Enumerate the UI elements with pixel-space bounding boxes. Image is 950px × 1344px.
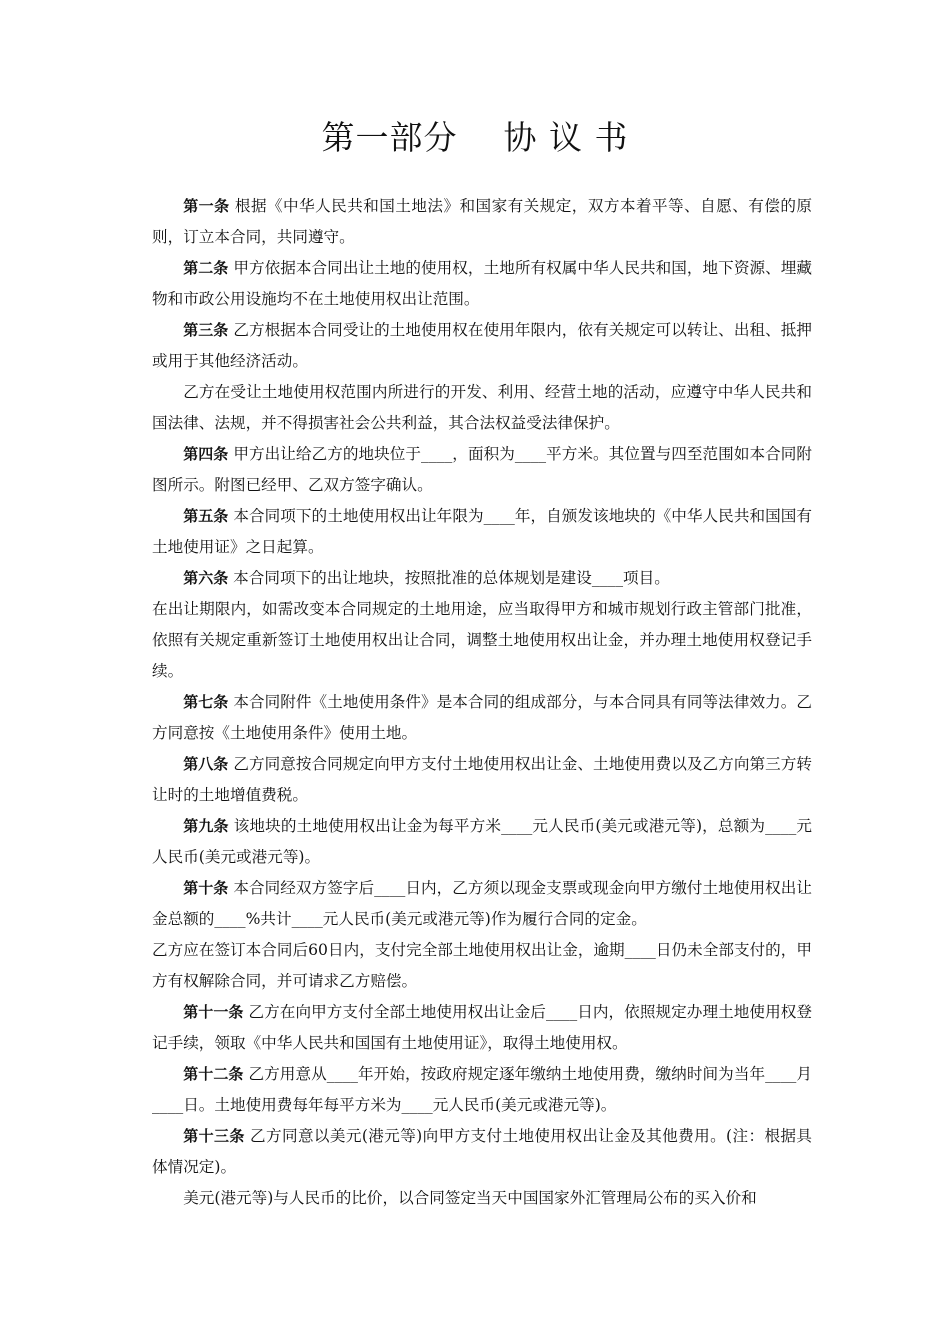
article-label: 第五条 xyxy=(183,507,229,525)
article-paragraph xyxy=(152,873,812,935)
article-label: 第十三条 xyxy=(183,1127,245,1145)
article-text: 乙方应在签订本合同后60日内，支付完全部土地使用权出让金，逾期____日仍未全部支付的，甲方有权解除合同，并可请求乙方赔偿。 xyxy=(152,941,812,990)
article-text: 本合同附件《土地使用条件》是本合同的组成部分，与本合同具有同等法律效力。乙方同意按《土地使用条件》使用土地。 xyxy=(152,693,812,742)
article-paragraph xyxy=(152,501,812,563)
article-text: 乙方同意以美元(港元等)向甲方支付土地使用权出让金及其他费用。(注：根据具体情况定)。 xyxy=(152,1127,812,1176)
article-paragraph xyxy=(152,1183,812,1214)
article-paragraph xyxy=(152,315,812,377)
article-label: 第十一条 xyxy=(183,1003,244,1021)
article-paragraph xyxy=(152,563,812,594)
article-paragraph xyxy=(152,811,812,873)
article-paragraph xyxy=(152,439,812,501)
article-paragraph xyxy=(152,935,812,997)
article-paragraph xyxy=(152,191,812,253)
article-text: 乙方根据本合同受让的土地使用权在使用年限内，依有关规定可以转让、出租、抵押或用于其他经济活动。 xyxy=(152,321,812,370)
article-label: 第四条 xyxy=(183,445,229,463)
article-paragraph xyxy=(152,687,812,749)
article-paragraph xyxy=(152,997,812,1059)
article-paragraph xyxy=(152,377,812,439)
article-text: 乙方在向甲方支付全部土地使用权出让金后____日内，依照规定办理土地使用权登记手续，领取《中华人民共和国国有土地使用证》，取得土地使用权。 xyxy=(152,1003,812,1052)
article-text: 该地块的土地使用权出让金为每平方米____元人民币(美元或港元等)，总额为____元人民币(美元或港元等)。 xyxy=(152,817,812,866)
article-text: 本合同经双方签字后____日内，乙方须以现金支票或现金向甲方缴付土地使用权出让金总额的____%共计____元人民币(美元或港元等)作为履行合同的定金。 xyxy=(152,879,812,928)
article-text: 乙方在受让土地使用权范围内所进行的开发、利用、经营土地的活动，应遵守中华人民共和国法律、法规，并不得损害社会公共利益，其合法权益受法律保护。 xyxy=(152,383,812,432)
article-label: 第七条 xyxy=(183,693,229,711)
article-paragraph xyxy=(152,1121,812,1183)
document-body xyxy=(152,191,812,1214)
article-paragraph xyxy=(152,749,812,811)
article-text: 乙方用意从____年开始，按政府规定逐年缴纳土地使用费，缴纳时间为当年____月____日。土地使用费每年每平方米为____元人民币(美元或港元等)。 xyxy=(152,1065,812,1114)
article-text: 甲方出让给乙方的地块位于____，面积为____平方米。其位置与四至范围如本合同附图所示。附图已经甲、乙双方签字确认。 xyxy=(152,445,812,494)
article-label: 第八条 xyxy=(183,755,229,773)
article-text: 本合同项下的出让地块，按照批准的总体规划是建设____项目。 xyxy=(228,569,670,587)
article-label: 第一条 xyxy=(183,197,230,215)
article-label: 第三条 xyxy=(183,321,229,339)
page-title: 第一部分 协 议 书 xyxy=(321,118,629,157)
article-label: 第十条 xyxy=(183,879,229,897)
article-label: 第十二条 xyxy=(183,1065,244,1083)
article-label: 第六条 xyxy=(183,569,229,587)
article-label: 第二条 xyxy=(183,259,229,277)
article-paragraph xyxy=(152,1059,812,1121)
article-paragraph xyxy=(152,253,812,315)
article-text: 美元(港元等)与人民币的比价，以合同签定当天中国国家外汇管理局公布的买入价和 xyxy=(183,1189,757,1207)
article-text: 甲方依据本合同出让土地的使用权，土地所有权属中华人民共和国，地下资源、埋藏物和市政公用设施均不在土地使用权出让范围。 xyxy=(152,259,812,308)
article-text: 在出让期限内，如需改变本合同规定的土地用途，应当取得甲方和城市规划行政主管部门批准，依照有关规定重新签订土地使用权出让合同，调整土地使用权出让金，并办理土地使用权登记手续。 xyxy=(152,600,812,680)
article-text: 根据《中华人民共和国土地法》和国家有关规定，双方本着平等、自愿、有偿的原则，订立本合同，共同遵守。 xyxy=(152,197,812,246)
article-text: 乙方同意按合同规定向甲方支付土地使用权出让金、土地使用费以及乙方向第三方转让时的土地增值费税。 xyxy=(152,755,812,804)
article-paragraph xyxy=(152,594,812,687)
article-text: 本合同项下的土地使用权出让年限为____年，自颁发该地块的《中华人民共和国国有土地使用证》之日起算。 xyxy=(152,507,812,556)
article-label: 第九条 xyxy=(183,817,229,835)
